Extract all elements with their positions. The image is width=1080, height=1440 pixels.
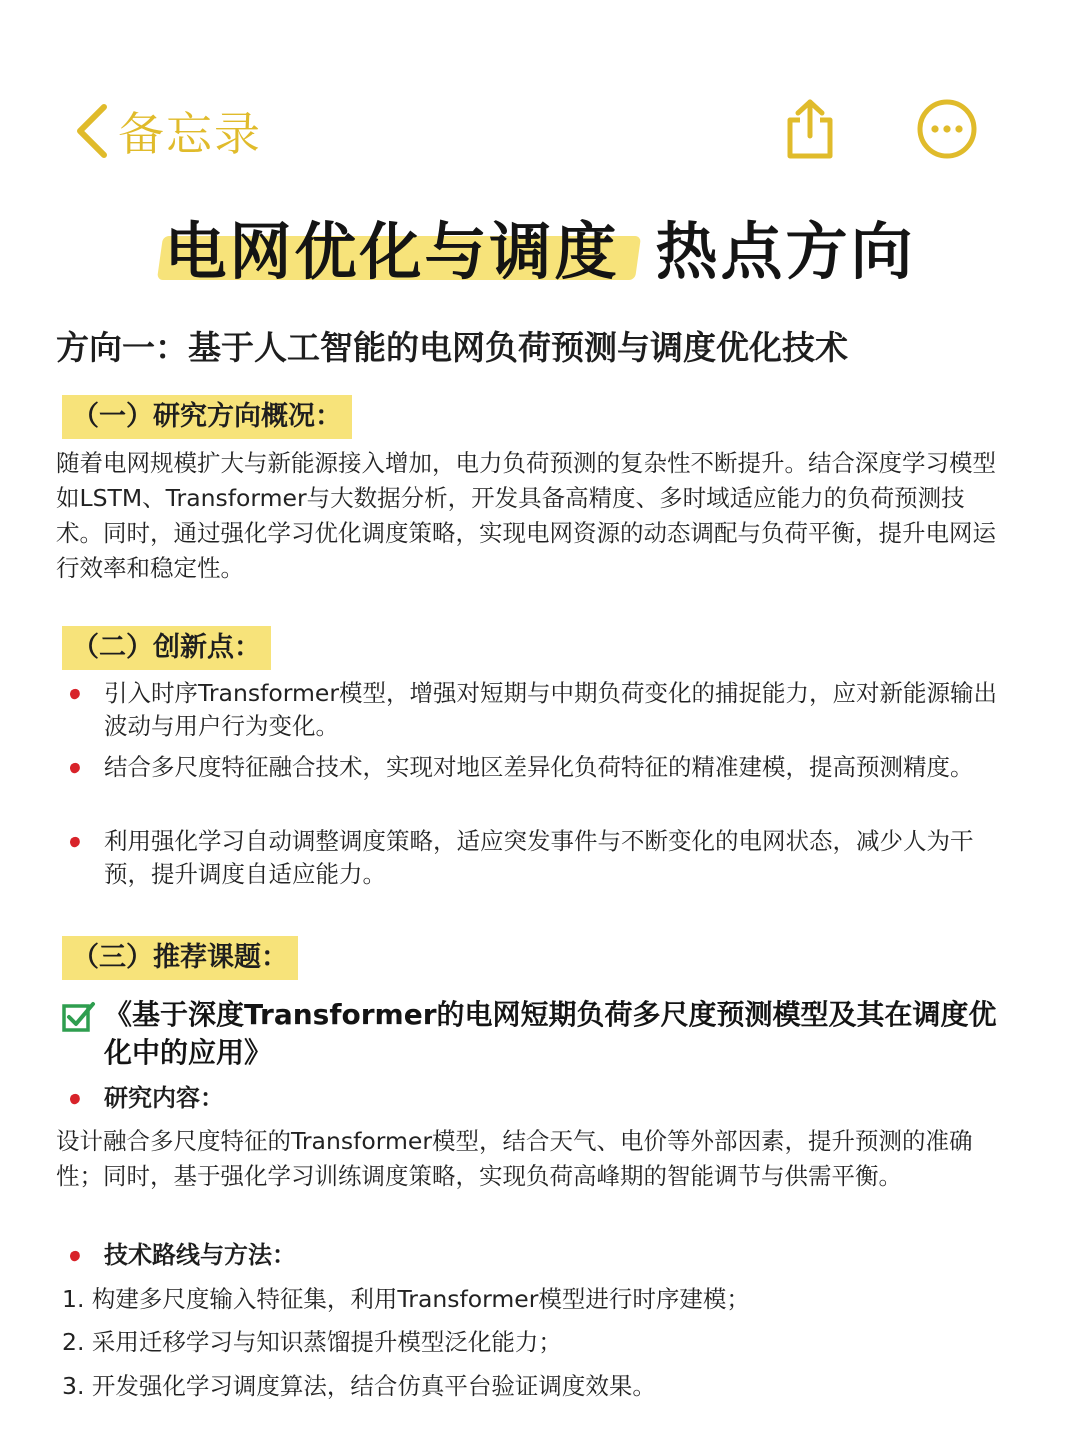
share-icon [782,98,838,160]
list-item [68,1239,998,1272]
more-icon [916,98,978,160]
research-body: 设计融合多尺度特征的Transformer模型，结合天气、电价等外部因素，提升预测的准确性；同时，基于强化学习训练调度策略，实现负荷高峰期的智能调节与供需平衡。 [56,1127,973,1190]
title-part-1: 电网优化与调度 [164,215,620,288]
section-3-heading: （三）推荐课题： [62,936,298,980]
section-2-heading: （二）创新点： [62,626,271,670]
direction-heading: 方向一：基于人工智能的电网负荷预测与调度优化技术 [56,328,848,367]
list-item [68,825,998,891]
bullet-dot-icon [69,1250,82,1263]
bullet-dot-icon [69,836,82,849]
topic-title: 《基于深度Transformer的电网短期负荷多尺度预测模型及其在调度优化中的应用》 [104,998,997,1069]
innovation-text: 利用强化学习自动调整调度策略，适应突发事件与不断变化的电网状态，减少人为干预，提升调度自适应能力。 [104,827,974,888]
method-step: 2. 采用迁移学习与知识蒸馏提升模型泛化能力； [62,1328,562,1356]
back-button[interactable] [72,96,262,166]
innovation-text: 引入时序Transformer模型，增强对短期与中期负荷变化的捕捉能力，应对新能源输出波动与用户行为变化。 [104,679,998,740]
checkbox-checked-icon [62,1000,96,1032]
list-item [68,751,998,784]
more-button[interactable] [916,98,978,164]
page-title [0,202,1080,291]
bullet-dot-icon [69,762,82,775]
share-button[interactable] [782,98,838,164]
title-part-2: 热点方向 [655,215,916,288]
bullet-dot-icon [69,1093,82,1106]
research-label: 研究内容： [104,1084,224,1112]
chevron-left-icon [72,101,112,161]
method-label: 技术路线与方法： [104,1241,296,1269]
section-1-heading: （一）研究方向概况： [62,395,352,439]
section-1-body: 随着电网规模扩大与新能源接入增加，电力负荷预测的复杂性不断提升。结合深度学习模型如LSTM、Transformer与大数据分析，开发具备高精度、多时域适应能力的负荷预测技术。同时，通过强化学习优化调度策略，实现电网资源的动态调配与负荷平衡，提升电网运行效率和稳定性。 [56,449,996,582]
list-item [68,677,998,743]
innovation-text: 结合多尺度特征融合技术，实现对地区差异化负荷特征的精准建模，提高预测精度。 [104,753,974,781]
method-step: 3. 开发强化学习调度算法，结合仿真平台验证调度效果。 [62,1372,656,1400]
list-item [68,1082,998,1115]
checkbox[interactable] [62,1000,96,1036]
back-label: 备忘录 [118,107,262,161]
method-step: 1. 构建多尺度输入特征集，利用Transformer模型进行时序建模； [62,1285,750,1313]
bullet-dot-icon [69,688,82,701]
